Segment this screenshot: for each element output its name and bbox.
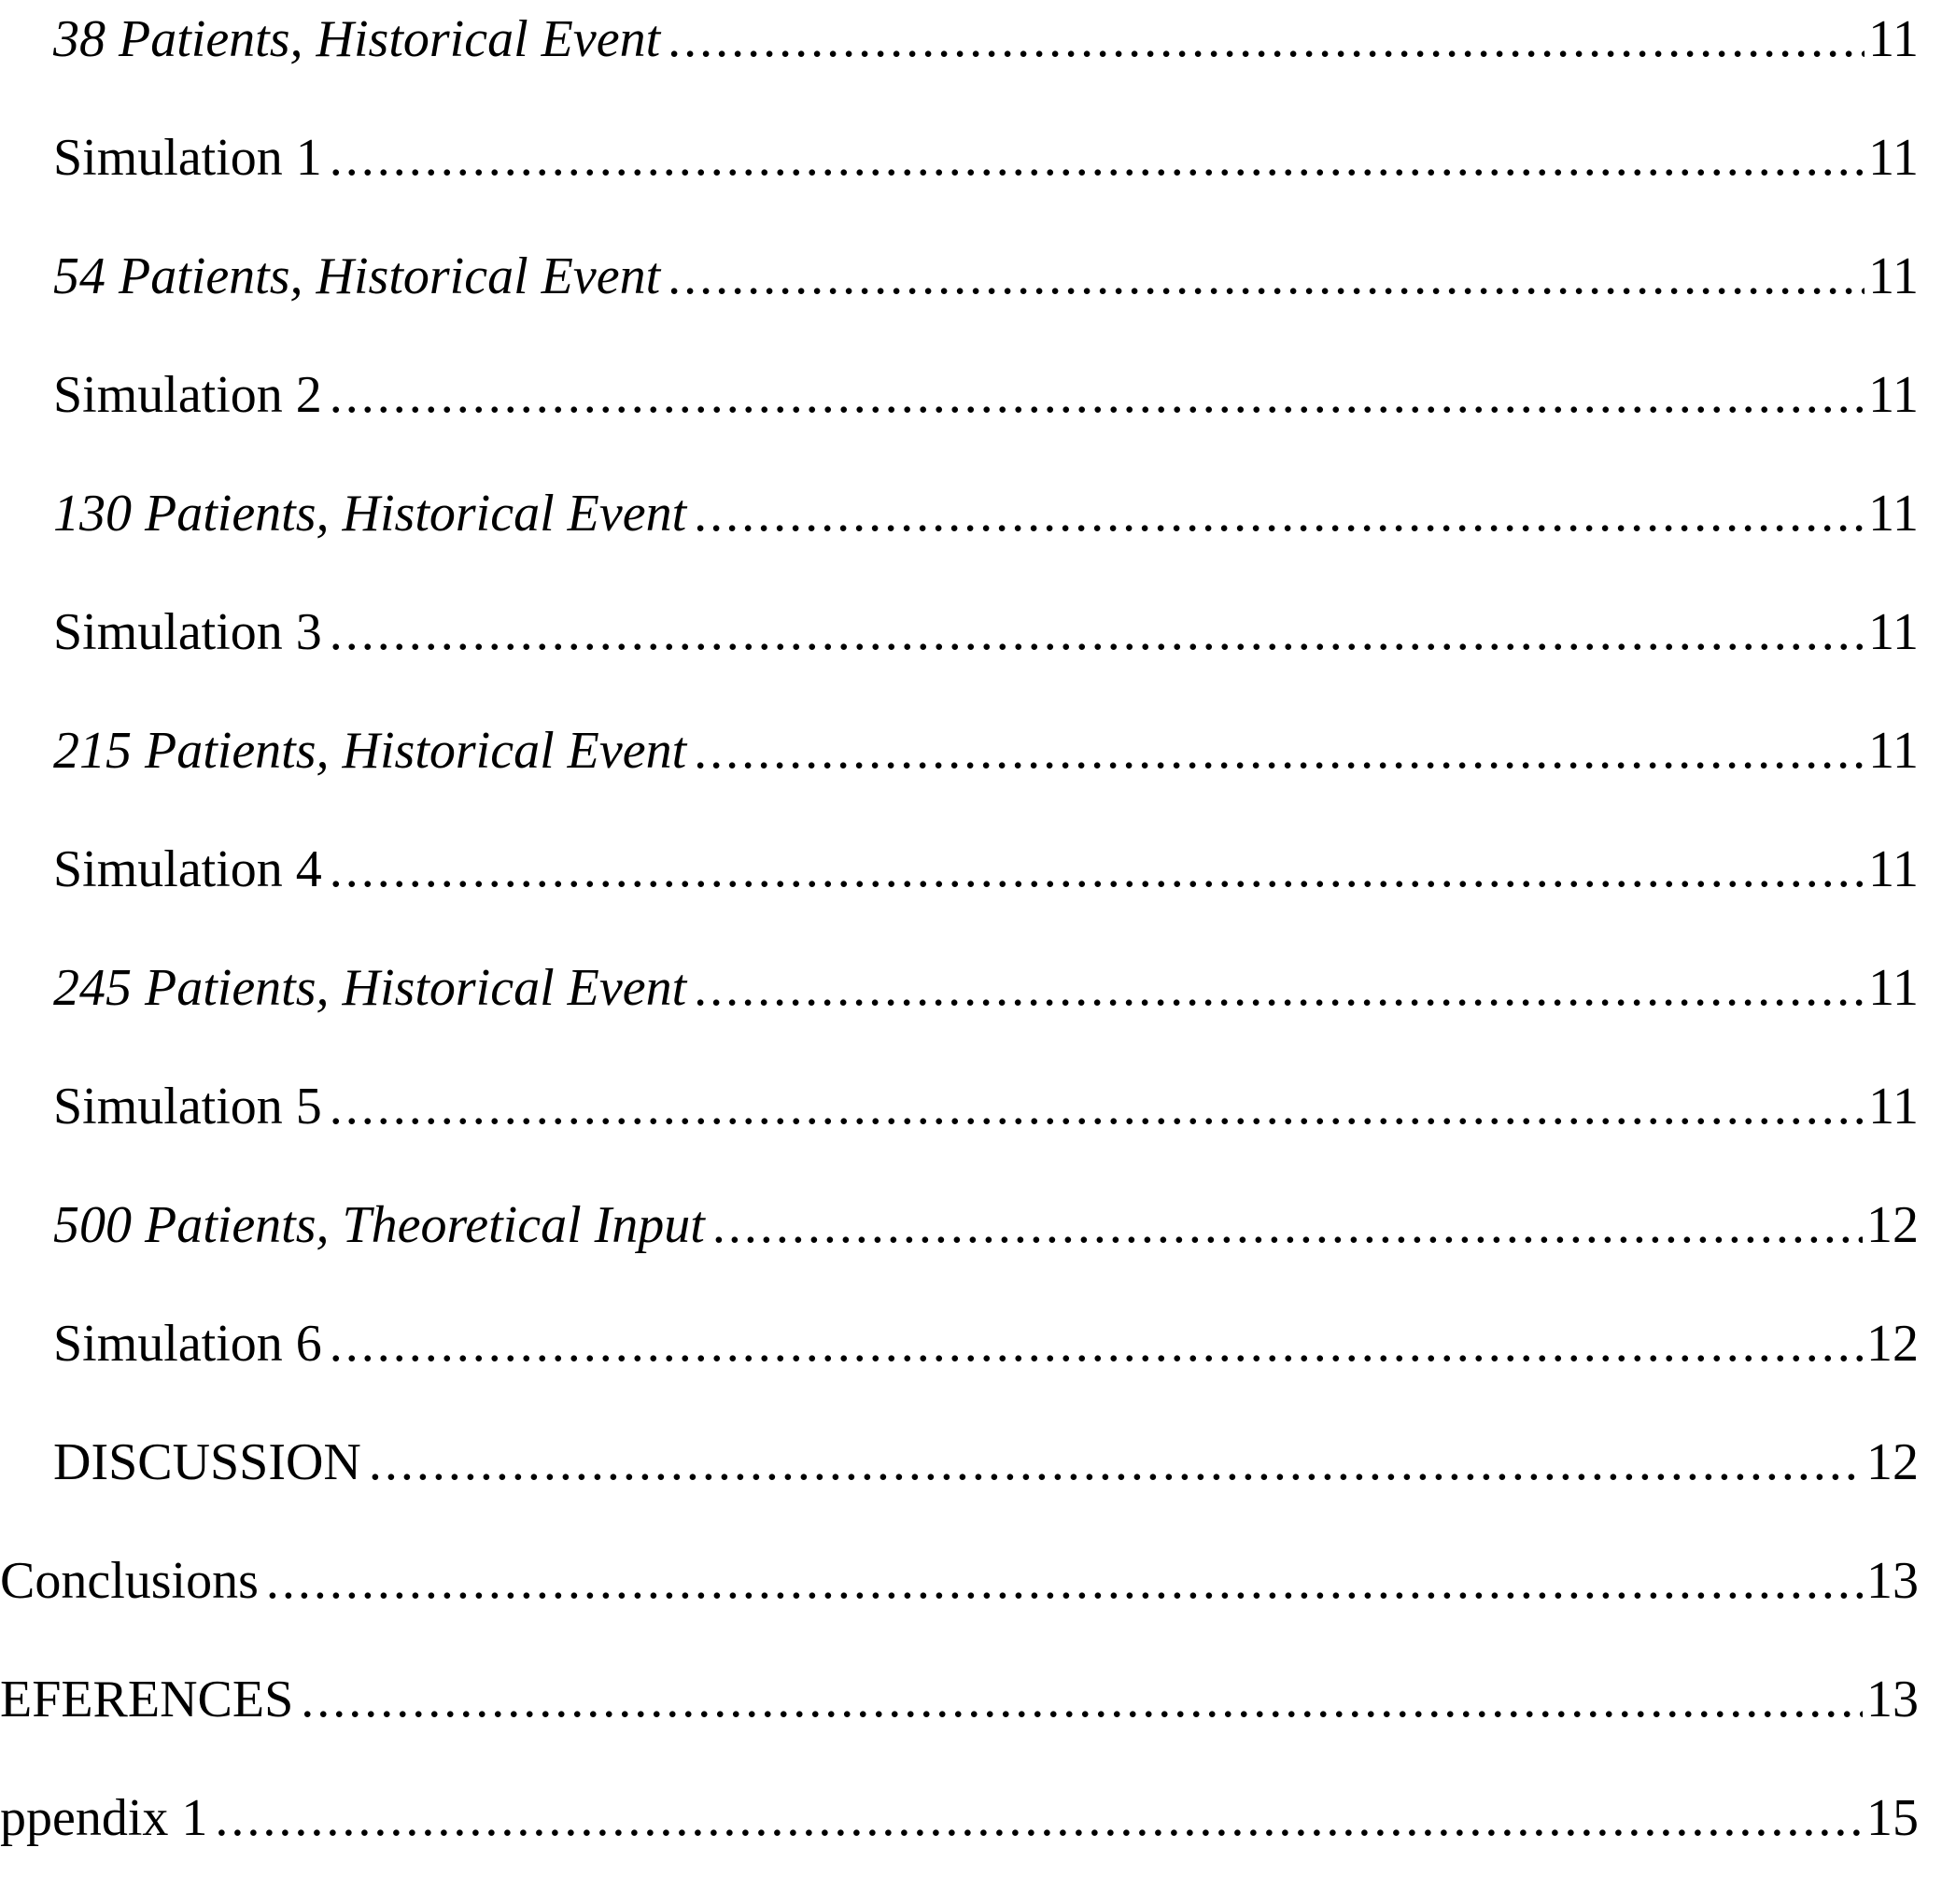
- toc-entry[interactable]: [53, 358, 1919, 432]
- toc-entry-label: Simulation 1: [53, 129, 322, 187]
- toc-entry[interactable]: [53, 1188, 1919, 1262]
- toc-entry[interactable]: [53, 1425, 1919, 1500]
- toc-page-number: 11: [1868, 959, 1919, 1017]
- dot-leader: [330, 358, 1865, 432]
- dot-leader: [330, 120, 1865, 195]
- toc-entry[interactable]: [0, 1662, 1919, 1737]
- dot-leader: [694, 951, 1865, 1025]
- toc-page-number: 11: [1868, 1078, 1919, 1135]
- toc-entry[interactable]: [0, 1544, 1919, 1618]
- toc-entry[interactable]: [53, 951, 1919, 1025]
- toc-page-number: 11: [1868, 722, 1919, 780]
- toc-entry-label: ppendix 1: [0, 1789, 208, 1847]
- toc-page-number: 12: [1866, 1433, 1919, 1491]
- dot-leader: [330, 595, 1865, 670]
- toc-page-number: 11: [1868, 840, 1919, 898]
- toc-entry-label: Conclusions: [0, 1552, 259, 1610]
- toc-page-number: 11: [1868, 366, 1919, 424]
- toc-entry-label: 500 Patients, Theoretical Input: [53, 1196, 705, 1254]
- toc-entry-label: DISCUSSION: [53, 1433, 361, 1491]
- toc-entry[interactable]: [53, 832, 1919, 907]
- toc-entry-label: 38 Patients, Historical Event: [53, 10, 661, 68]
- toc-page-number: 12: [1866, 1196, 1919, 1254]
- dot-leader: [369, 1425, 1863, 1500]
- toc-entry[interactable]: [53, 1306, 1919, 1381]
- toc-entry-label: 245 Patients, Historical Event: [53, 959, 687, 1017]
- toc-page-number: 15: [1866, 1789, 1919, 1847]
- toc-entry-label: Simulation 3: [53, 603, 322, 661]
- dot-leader: [330, 832, 1865, 907]
- toc-entry-label: 130 Patients, Historical Event: [53, 485, 687, 543]
- toc-entry-label: 215 Patients, Historical Event: [53, 722, 687, 780]
- toc-entry-label: Simulation 5: [53, 1078, 322, 1135]
- toc-entry-label: 54 Patients, Historical Event: [53, 247, 661, 305]
- dot-leader: [330, 1306, 1863, 1381]
- toc-page-number: 11: [1868, 247, 1919, 305]
- toc-page-number: 11: [1868, 485, 1919, 543]
- dot-leader: [301, 1662, 1863, 1737]
- toc-entry[interactable]: [53, 1069, 1919, 1144]
- toc-entry[interactable]: [53, 2, 1919, 77]
- toc-page-number: 13: [1866, 1552, 1919, 1610]
- toc-page-number: 11: [1868, 10, 1919, 68]
- toc-page-number: 13: [1866, 1671, 1919, 1728]
- toc-entry-label: EFERENCES: [0, 1671, 294, 1728]
- dot-leader: [266, 1544, 1863, 1618]
- toc-entry-label: Simulation 2: [53, 366, 322, 424]
- dot-leader: [694, 713, 1865, 788]
- toc-entry-label: Simulation 6: [53, 1315, 322, 1373]
- toc-entry[interactable]: [0, 1781, 1919, 1855]
- toc-entry[interactable]: [53, 476, 1919, 551]
- toc-entry[interactable]: [53, 595, 1919, 670]
- toc-page-number: 11: [1868, 129, 1919, 187]
- dot-leader: [330, 1069, 1865, 1144]
- dot-leader: [668, 2, 1865, 77]
- dot-leader: [712, 1188, 1863, 1262]
- toc-entry[interactable]: [53, 120, 1919, 195]
- toc-entry[interactable]: [53, 713, 1919, 788]
- dot-leader: [215, 1781, 1863, 1855]
- toc-entry-label: Simulation 4: [53, 840, 322, 898]
- toc-page-number: 12: [1866, 1315, 1919, 1373]
- toc-entry[interactable]: [53, 239, 1919, 314]
- dot-leader: [668, 239, 1865, 314]
- toc-page-number: 11: [1868, 603, 1919, 661]
- dot-leader: [694, 476, 1865, 551]
